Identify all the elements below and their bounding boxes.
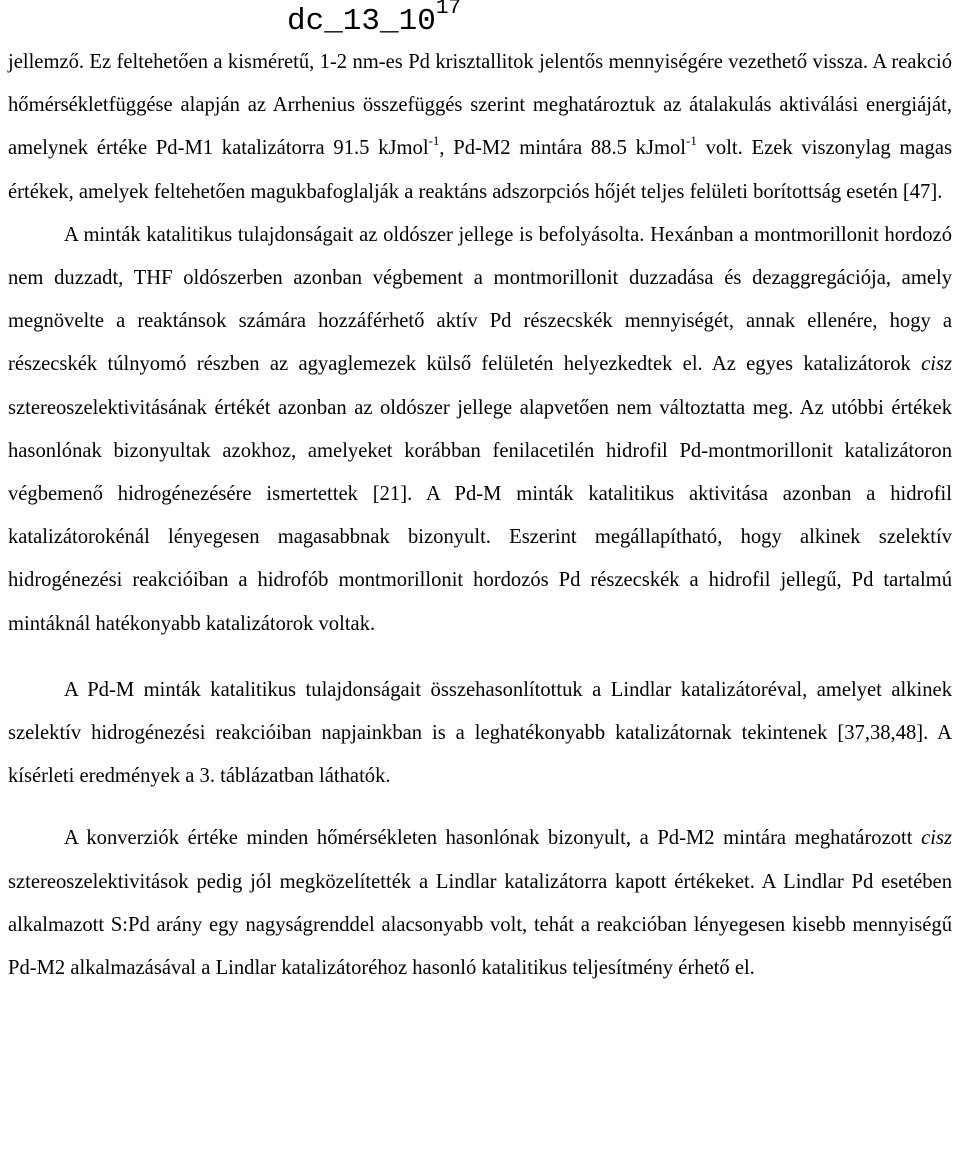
paragraph-text: A minták katalitikus tulajdonságait az oldószer jellege is befolyásolta. Hexánban a montmorillonit hordozó nem duzzadt, THF oldószerben azonban végbement a montmorillonit duzzadása és dezaggregációja, amely megnövelte a reaktánsok számára hozzáférhető aktív Pd részecskék mennyiségét, annak ellenére, hogy a részecskék túlnyomó részben az agyaglemezek külső felületén helyezkedtek el. Az egyes katalizátorok [8,223,952,376]
paragraph-text: jellemző. Ez feltehetően a kisméretű, 1-2 nm-es Pd krisztallitok jelentős mennyiségére vezethető vissza. A reakció hőmérsékletfüggése alapján az Arrhenius összefüggés szerint meghatároztuk az átalakulás aktiválási energiáját, amelynek értéke Pd-M1 katalizátorra 91.5 kJmol [8,51,952,160]
paragraph-text: sztereoszelektivitásának értékét azonban az oldószer jellege alapvetően nem változtatta meg. Az utóbbi értékek hasonlónak bizonyultak azokhoz, amelyeket korábban fenilacetilén hidrofil Pd-montmorillonit katalizátoron végbemenő hidrogénezésére ismertettek [21]. A Pd-M minták katalitikus aktivitása azonban a hidrofil katalizátorokénál lényegesen magasabbnak bizonyult. Eszerint megállapítható, hogy alkinek szelektív hidrogénezési reakcióiban a hidrofób montmorillonit hordozós Pd részecskék a hidrofil jellegű, Pd tartalmú mintáknál hatékonyabb katalizátorok voltak. [8,396,952,635]
paragraph [8,669,952,799]
document-body [8,41,952,990]
paragraph-text: A konverziók értéke minden hőmérsékleten hasonlónak bizonyult, a Pd-M2 mintára meghatározott [64,827,922,850]
paragraph-text: sztereoszelektivitások pedig jól megközelítették a Lindlar katalizátorra kapott értékeket. A Lindlar Pd esetében alkalmazott S:Pd arány egy nagyságrenddel alacsonyabb volt, tehát a reakcióban lényegesen kisebb mennyiségű Pd-M2 alkalmazásával a Lindlar katalizátoréhoz hasonló katalitikus teljesítmény érhető el. [8,870,952,980]
unit-exponent: -1 [428,133,440,149]
paragraph-text: volt. Ezek viszonylag magas értékek, amelyek feltehetően magukbafoglalják a reaktáns adszorpciós hőjét teljes felületi borítottság esetén [47]. [8,137,952,203]
document-code: dc_13_10 [287,4,436,39]
paragraph [8,214,952,646]
unit-exponent: -1 [686,133,697,149]
paragraph-text: , Pd-M2 mintára 88.5 kJmol [439,137,687,160]
italic-term: cisz [921,827,952,850]
paragraph-text: A Pd-M minták katalitikus tulajdonságait összehasonlítottuk a Lindlar katalizátoréval, amelyet alkinek szelektív hidrogénezési reakcióiban napjainkban is a leghatékonyabb katalizátornak tekintenek [37,38,48]. A kísérleti eredmények a 3. táblázatban láthatók. [8,678,952,788]
italic-term: cisz [921,353,952,376]
page-header [287,2,461,42]
page-number: 17 [435,0,462,20]
paragraph [8,817,952,990]
paragraph [8,41,952,214]
